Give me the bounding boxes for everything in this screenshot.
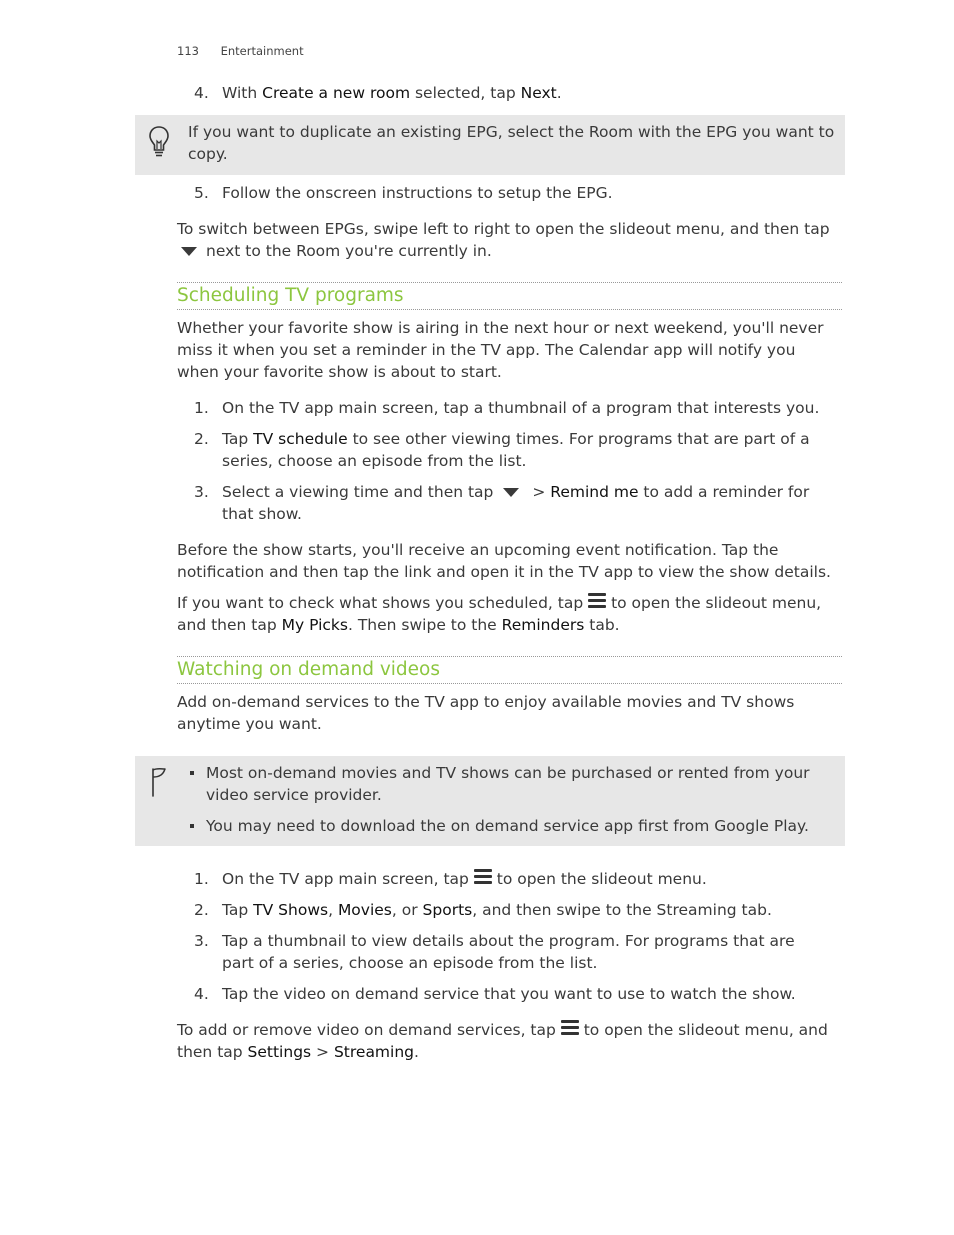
menu-icon: [561, 1020, 579, 1036]
step-number: 3.: [194, 483, 209, 501]
section-heading: Scheduling TV programs: [177, 282, 842, 310]
section-heading: Watching on demand videos: [177, 656, 842, 684]
bullet-item: Most on-demand movies and TV shows can be purchased or rented from your video service provider.: [190, 762, 830, 806]
step-number: 2.: [194, 430, 209, 448]
step-text: Select a viewing time and then tap > Remind me to add a reminder for that show.: [222, 483, 810, 523]
step-text: Tap TV schedule to see other viewing times. For programs that are part of a series, choose an episode from the list.: [222, 430, 810, 470]
step-item: [194, 182, 824, 204]
body-paragraph: To add or remove video on demand services, tap to open the slideout menu, and then tap Settings > Streaming.: [177, 1021, 828, 1061]
page-header: [177, 44, 304, 58]
bullet-item: You may need to download the on demand service app first from Google Play.: [190, 815, 830, 837]
tip-box: [135, 115, 845, 175]
step-text: On the TV app main screen, tap to open the slideout menu.: [222, 870, 707, 888]
menu-icon: [474, 869, 492, 885]
section-name: Entertainment: [220, 44, 304, 58]
menu-icon: [588, 593, 606, 609]
page-number: 113: [177, 44, 199, 58]
step-text: Tap a thumbnail to view details about the program. For programs that are part of a series, choose an episode from the list.: [222, 932, 795, 972]
step-number: 2.: [194, 901, 209, 919]
step-number: 1.: [194, 870, 209, 888]
step-text: With Create a new room selected, tap Next.: [222, 84, 562, 102]
step-item: [194, 930, 824, 974]
step-number: 4.: [194, 985, 209, 1003]
note-bullets: [190, 762, 830, 846]
body-paragraph: To switch between EPGs, swipe left to right to open the slideout menu, and then tap next to the Room you're currently in.: [177, 220, 830, 260]
lightbulb-icon: [148, 125, 170, 159]
step-item: [194, 428, 824, 472]
step-item: [194, 481, 824, 525]
step-number: 1.: [194, 399, 209, 417]
step-text: Tap TV Shows, Movies, or Sports, and then swipe to the Streaming tab.: [222, 901, 772, 919]
step-number: 3.: [194, 932, 209, 950]
section-intro: Whether your favorite show is airing in the next hour or next weekend, you'll never miss it when you set a reminder in the TV app. The Calendar app will notify you when your favorite show is about to start.: [177, 319, 824, 381]
step-item: [194, 397, 824, 419]
body-paragraph: Before the show starts, you'll receive an upcoming event notification. Tap the notification and then tap the link and open it in the TV app to view the show details.: [177, 541, 831, 581]
step-number: 5.: [194, 184, 209, 202]
step-item: [194, 983, 824, 1005]
step-text: Follow the onscreen instructions to setup the EPG.: [222, 184, 613, 202]
tip-text: If you want to duplicate an existing EPG, select the Room with the EPG you want to copy.: [188, 123, 835, 163]
step-item: [194, 868, 824, 890]
dropdown-arrow-icon: [503, 488, 519, 497]
step-text: Tap the video on demand service that you want to use to watch the show.: [222, 985, 796, 1003]
section-intro: Add on-demand services to the TV app to enjoy available movies and TV shows anytime you want.: [177, 693, 795, 733]
step-text: On the TV app main screen, tap a thumbnail of a program that interests you.: [222, 399, 820, 417]
flag-icon: [149, 766, 169, 798]
step-item: [194, 899, 824, 921]
dropdown-arrow-icon: [181, 247, 197, 256]
body-paragraph: If you want to check what shows you scheduled, tap to open the slideout menu, and then tap My Picks. Then swipe to the Reminders tab.: [177, 594, 822, 634]
step-number: 4.: [194, 84, 209, 102]
step-item: [194, 82, 824, 104]
